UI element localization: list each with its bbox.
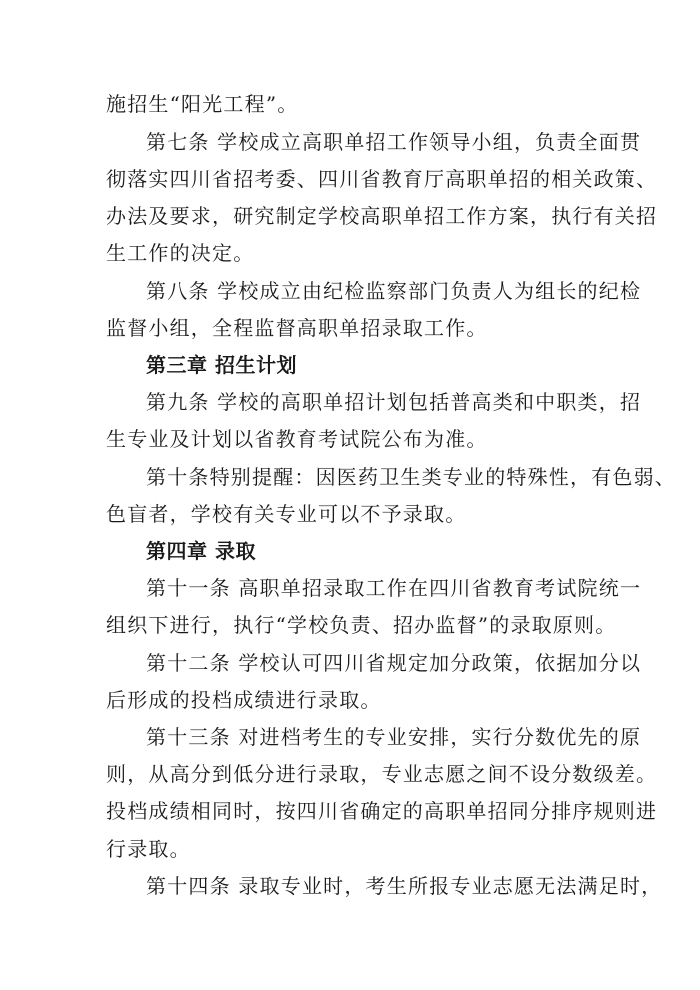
paragraph-article-13: 第十三条 对进档考生的专业安排，实行分数优先的原 [146,725,642,749]
text-line: 行录取。 [106,837,191,861]
text-line: 彻落实四川省招考委、四川省教育厅高职单招的相关政策、 [106,167,658,191]
text-line: 生专业及计划以省教育考试院公布为准。 [106,427,488,451]
text-line: 生工作的决定。 [106,241,255,265]
paragraph-article-10: 第十条特别提醒：因医药卫生类专业的特殊性，有色弱、 [146,465,676,489]
text-line: 则，从高分到低分进行录取，专业志愿之间不设分数级差。 [106,762,658,786]
text-line: 组织下进行，执行“学校负责、招办监督”的录取原则。 [106,613,617,637]
text-line: 办法及要求，研究制定学校高职单招工作方案，执行有关招 [106,204,658,228]
text-line: 后形成的投档成绩进行录取。 [106,688,382,712]
chapter-4-heading: 第四章 录取 [146,539,256,563]
text-line: 投档成绩相同时，按四川省确定的高职单招同分排序规则进 [106,799,658,823]
text-line: 施招生“阳光工程”。 [106,92,299,116]
text-line: 色盲者，学校有关专业可以不予录取。 [106,502,467,526]
paragraph-article-12: 第十二条 学校认可四川省规定加分政策，依据加分以 [146,651,642,675]
paragraph-article-14: 第十四条 录取专业时，考生所报专业志愿无法满足时， [146,874,663,898]
paragraph-article-7: 第七条 学校成立高职单招工作领导小组，负责全面贯 [146,130,642,154]
paragraph-article-11: 第十一条 高职单招录取工作在四川省教育考试院统一 [146,576,642,600]
paragraph-article-9: 第九条 学校的高职单招计划包括普高类和中职类，招 [146,390,642,414]
text-line: 监督小组，全程监督高职单招录取工作。 [106,316,488,340]
paragraph-article-8: 第八条 学校成立由纪检监察部门负责人为组长的纪检 [146,279,642,303]
chapter-3-heading: 第三章 招生计划 [146,353,297,377]
